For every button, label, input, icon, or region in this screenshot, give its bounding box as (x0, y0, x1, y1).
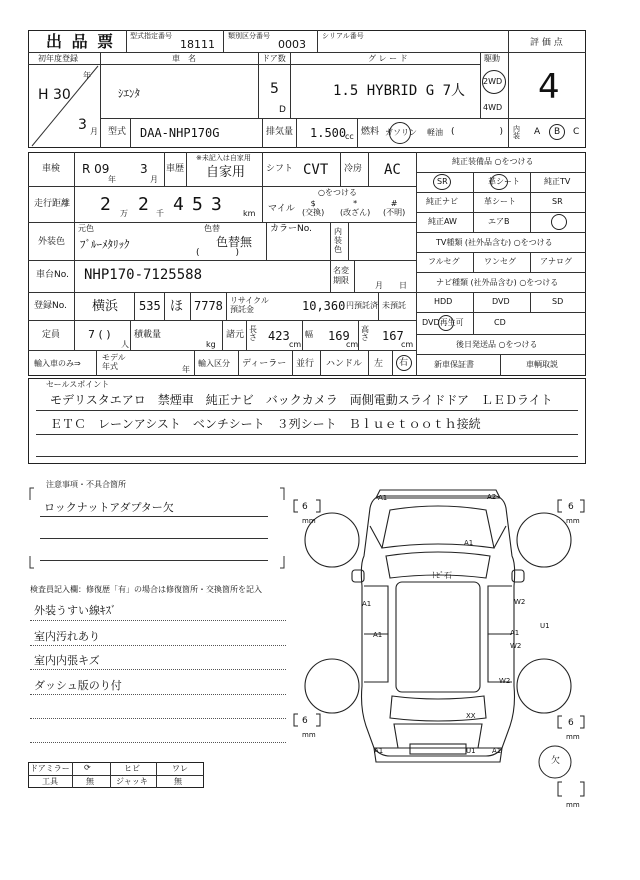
dmg-a2-front-right: A2 (487, 493, 497, 501)
model-year-label: モデル年式 (102, 353, 126, 371)
fuel-light-oil: 軽油 (427, 128, 443, 137)
mileage-label: 走行距離 (34, 199, 71, 209)
spare-value: 欠 (551, 756, 561, 766)
tools-door-mirror: ドアミラー (30, 764, 70, 773)
mileage-d1: 2 (100, 194, 111, 215)
tire-rl-mm: mm (302, 731, 316, 739)
caution-item-1: ロックナットアダプター欠 (44, 501, 174, 514)
name-change-label: 名変期限 (333, 266, 349, 285)
name-change-date: 月 日 (375, 281, 407, 290)
chassis-label: 車台No. (36, 270, 69, 280)
dmg-a1-rear-right: A1 (492, 747, 502, 755)
first-reg-month-unit: 月 (90, 127, 98, 136)
color-change-value: 色替無 (216, 235, 253, 249)
load-label: 積載量 (134, 330, 162, 340)
navi-dvd-play-circle (438, 315, 454, 331)
inspection-era: R 09 (82, 162, 110, 176)
tools-jack: ジャッキ (116, 777, 148, 786)
interior-label: 内装 (513, 125, 520, 140)
length-value: 423 (268, 329, 290, 343)
mileage-d3: 4 (173, 194, 184, 215)
grade-label: グ レ ー ド (368, 54, 408, 63)
ext-color-label: 外装色 (38, 237, 66, 247)
equip-sunroof-circle (433, 174, 451, 190)
navi-cd: CD (494, 318, 506, 327)
door-type: D (279, 105, 286, 115)
tv-analog: アナログ (540, 257, 572, 266)
height-unit: cm (401, 340, 414, 349)
load-unit: kg (206, 340, 216, 349)
tools-ware: ワレ (172, 764, 188, 773)
interior-a: A (534, 127, 541, 137)
orig-color-label: 元色 (78, 224, 94, 233)
navi-dvd: DVD (492, 297, 510, 306)
mile-note: ○をつける (318, 188, 357, 197)
first-reg-year-unit: 年 (83, 71, 91, 80)
dmg-a1-left-front: A1 (362, 600, 372, 608)
capacity-label: 定員 (42, 330, 61, 340)
tools-none-2: 無 (174, 777, 182, 786)
model-year-unit: 年 (182, 365, 190, 374)
grade-value: 1.5 HYBRID G 7人 (333, 83, 466, 99)
score-label: 評 価 点 (530, 38, 563, 48)
height-label: 高さ (361, 325, 369, 342)
equip-leather: 革シート (488, 177, 520, 186)
first-reg-era: H 30 (38, 87, 71, 103)
tools-label: 工具 (42, 777, 58, 786)
dmg-a1-front-left: A1 (378, 494, 388, 502)
inspection-year-unit: 年 (108, 175, 116, 184)
navi-sd: SD (552, 297, 564, 306)
tv-oneseg: ワンセグ (484, 257, 516, 266)
import-class-label: 輸入区分 (198, 359, 230, 368)
tools-scratch-mark: ⟳ (84, 763, 91, 772)
mileage-d5: 3 (211, 194, 222, 215)
interior-b: B (554, 127, 561, 137)
mileage-sen: 千 (156, 209, 164, 218)
color-change-label: 色替 (204, 224, 220, 233)
width-label: 幅 (305, 330, 313, 339)
dmg-w2-right-rear: W2 (510, 642, 522, 650)
shift-label: シフト (266, 164, 294, 174)
car-name: ｼｴﾝﾀ (118, 87, 140, 100)
dmg-u1-rear: U1 (466, 747, 476, 755)
history-note: ※未記入は自家用 (196, 154, 251, 162)
dmg-a1-left-rear: A1 (373, 631, 383, 639)
model-label: 型式 (108, 127, 127, 137)
inspector-item-2: 室内汚れあり (34, 630, 100, 643)
wheel-rear-left (305, 659, 359, 713)
tv-title: TV種類 (社外品含む) ○をつける (436, 238, 553, 247)
inspection-month: 3 (140, 162, 148, 176)
sales-line-2: ＥＴＣ レーンアシスト ベンチシート ３列シート Ｂｌｕｅｔｏｏｔｈ接続 (50, 417, 481, 431)
reg-label: 登録No. (34, 301, 67, 311)
equip-leather-circle (490, 174, 508, 190)
inspection-month-unit: 月 (150, 175, 158, 184)
car-name-label: 車 名 (172, 54, 196, 63)
reg-number: 7778 (194, 299, 223, 313)
inspector-item-4: ダッシュ版のり付 (34, 679, 122, 692)
mileage-man: 万 (120, 209, 128, 218)
mile-tampered: * (改ざん) (340, 199, 371, 217)
cooler-value: AC (384, 162, 401, 178)
cert-no: 18111 (180, 38, 215, 51)
displacement-label: 排気量 (266, 127, 294, 137)
cc-unit: cc (345, 132, 354, 141)
equip-navi: 純正ナビ (426, 197, 458, 206)
drive-label: 駆動 (484, 54, 500, 63)
equip-sunroof-2: SR (552, 197, 563, 206)
first-reg-month: 3 (78, 117, 87, 133)
width-value: 169 (328, 329, 350, 343)
handle-right: 右 (399, 358, 409, 368)
sales-label: セールスポイント (46, 380, 110, 389)
tire-rl-depth: 6 (302, 716, 308, 726)
ext-color-value: ﾌﾞﾙｰﾒﾀﾘｯｸ (80, 238, 130, 251)
doors-label: ドア数 (262, 54, 286, 63)
dmg-w2-right-rear-low: W2 (499, 677, 511, 685)
recycle-unpaid: 未預託 (382, 301, 406, 310)
mile-unknown: # (不明) (383, 199, 406, 217)
dmg-stone: ﾄﾋﾞ石 (432, 571, 452, 580)
drive-2wd: 2WD (483, 77, 503, 86)
tire-rr-depth: 6 (568, 718, 574, 728)
drive-4wd: 4WD (483, 103, 503, 112)
tv-fullseg: フルセグ (428, 257, 460, 266)
tire-fl-depth: 6 (302, 502, 308, 512)
recycle-label: リサイクル預託金 (230, 296, 269, 314)
recycle-unit: 円預託済 (346, 301, 378, 310)
length-label: 長さ (249, 325, 257, 342)
capacity-value: 7 ( ) (88, 328, 111, 341)
navi-title: ナビ種類 (社外品含む) ○をつける (436, 278, 559, 287)
history-label: 車歴 (166, 164, 185, 174)
caution-label: 注意事項・不具合箇所 (46, 480, 126, 489)
recycle-value: 10,360 (302, 299, 346, 313)
mile-label: マイル (268, 204, 295, 214)
sheet-title: 出 品 票 (46, 32, 116, 51)
car-diagram (290, 486, 590, 806)
inspector-item-3: 室内内張キズ (34, 654, 100, 667)
spare-mm: mm (566, 801, 580, 809)
later-manual: 車輌取説 (526, 360, 558, 369)
equip-leather-2: 革シート (484, 197, 516, 206)
reg-kana: ほ (170, 299, 184, 314)
width-unit: cm (346, 340, 359, 349)
history-value: 自家用 (206, 165, 246, 180)
later-warranty: 新車保証書 (434, 360, 474, 369)
cert-no-label: 型式指定番号 (130, 32, 172, 40)
import-dealer: ディーラー (242, 359, 287, 369)
mileage-km: km (243, 209, 256, 218)
import-label: 輸入車のみ⇒ (34, 359, 81, 368)
tire-rr-mm: mm (566, 733, 580, 741)
equip-airbag: エアB (488, 217, 510, 226)
mileage-d4: 5 (192, 194, 203, 215)
class-no-label: 類別区分番号 (228, 32, 270, 40)
door-count: 5 (270, 81, 279, 97)
inspection-label: 車検 (42, 164, 61, 174)
tools-hibi: ヒビ (124, 764, 140, 773)
mileage-d2: 2 (138, 194, 149, 215)
chassis-value: NHP170-7125588 (84, 267, 203, 283)
caution-brackets (28, 486, 286, 570)
int-color-label: 内装色 (334, 227, 342, 254)
wheel-rear-right (517, 659, 571, 713)
dmg-a1-right-rear: A1 (510, 629, 520, 637)
tire-fr-mm: mm (566, 517, 580, 525)
dmg-w2-right-front: W2 (514, 598, 526, 606)
inspector-label: 検査員記入欄：修復歴「有」の場合は修復箇所・交換箇所を記入 (30, 585, 262, 594)
navi-dvd-play: DVD再生可 (422, 318, 464, 327)
reg-area: 横浜 (92, 299, 119, 314)
equip-aw: 純正AW (428, 217, 457, 226)
model-value: DAA-NHP170G (140, 126, 220, 140)
wheel-front-right (517, 513, 571, 567)
fuel-gasoline: ガソリン (385, 128, 417, 137)
handle-left: 左 (374, 359, 384, 369)
genuine-title: 純正装備品 ○をつける (452, 157, 534, 166)
tire-fr-depth: 6 (568, 502, 574, 512)
color-code-label: カラーNo. (270, 224, 312, 234)
tire-fl-mm: mm (302, 517, 316, 525)
class-no: 0003 (278, 38, 306, 51)
interior-c: C (573, 127, 580, 137)
handle-label: ハンドル (326, 359, 363, 369)
inspector-item-1: 外装うすい線ｷｽﾞ (34, 604, 117, 617)
sales-line-1: モデリスタエアロ 禁煙車 純正ナビ バックカメラ 両側電動スライドドア ＬＥＤライト (50, 393, 553, 407)
height-value: 167 (382, 329, 404, 343)
navi-hdd: HDD (434, 297, 453, 306)
equip-b-circle (551, 214, 567, 230)
score-value: 4 (538, 67, 560, 107)
color-paren: ( ) (196, 248, 240, 258)
dims-label: 諸元 (226, 330, 245, 340)
length-unit: cm (289, 340, 302, 349)
import-parallel: 並行 (296, 359, 315, 369)
dmg-a1-rear-left: A1 (374, 747, 384, 755)
capacity-unit: 人 (121, 340, 129, 349)
first-reg-label: 初年度登録 (38, 54, 78, 63)
mile-exchange: $ (交換) (302, 199, 325, 217)
fuel-paren: ( ) (451, 127, 504, 137)
cooler-label: 冷房 (344, 164, 363, 174)
serial-label: シリアル番号 (322, 32, 364, 40)
reg-class: 535 (139, 299, 161, 313)
displacement-value: 1.500 (310, 126, 347, 140)
equip-sunroof: SR (437, 177, 448, 186)
dmg-a1-hood: A1 (464, 539, 474, 547)
fuel-label: 燃料 (361, 127, 380, 137)
dmg-u1-right: U1 (540, 622, 550, 630)
shift-value: CVT (303, 162, 329, 178)
dmg-xx: XX (466, 712, 476, 720)
later-title: 後日発送品 ○をつける (456, 340, 538, 349)
tools-none-1: 無 (86, 777, 94, 786)
equip-tv: 純正TV (544, 177, 571, 186)
